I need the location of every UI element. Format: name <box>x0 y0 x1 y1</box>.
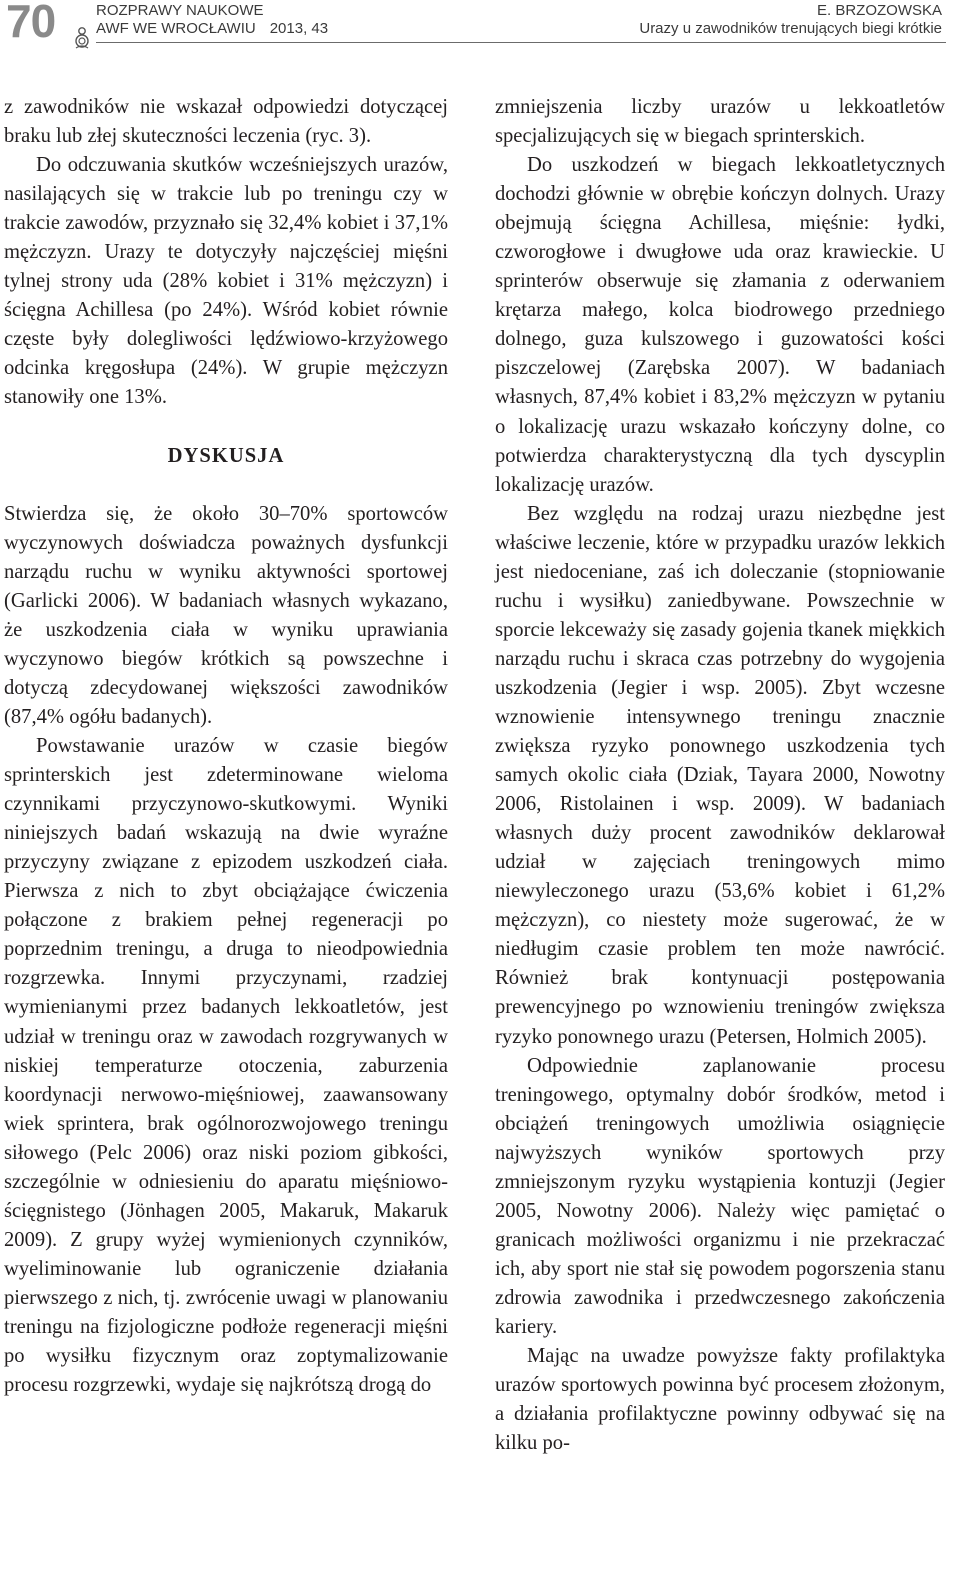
spacer <box>4 413 448 442</box>
journal-logo-icon <box>73 26 91 50</box>
page-header <box>0 0 960 50</box>
paragraph: Powstawanie urazów w czasie biegów sprinterskich jest zdeterminowane wieloma czynnikami przyczynowo-skutkowymi. Wyniki niniejszych badań wskazują na dwie wyraźne przyczyny związane z epizodem uszkodzeń ciała. Pierwsza z nich to zbyt obciążające ćwiczenia połączone z brakiem pełnej regeneracji po poprzednim treningu, a druga to nieodpowiednia rozgrzewka. Innymi przyczynami, rzadziej wymienianymi przez badanych lekkoatletów, jest udział w treningu oraz w zawodach rozgrywanych w niskiej temperaturze otoczenia, zaburzenia koordynacji nerwowo-mięśniowej, zaawansowany wiek sprintera, brak ogólnorozwojowego treningu siłowego (Pelc 2006) oraz niski poziom gibkości, szczególnie w odniesieniu do aparatu mięśniowo-ścięgnistego (Jönhagen 2005, Makaruk, Makaruk 2009). Z grupy wyżej wymienionych czynników, wyeliminowanie lub ograniczenie działania pierwszego z nich, tj. zwrócenie uwagi w planowaniu treningu na fizjologiczne podłoże regeneracji mięśni po wysiłku fizycznym oraz zoptymalizowanie procesu rozgrzewki, wydaje się najkrótszą drogą do <box>4 735 448 1397</box>
spacer <box>4 471 448 500</box>
paragraph: Do uszkodzeń w biegach lekkoatletycznych dochodzi głównie w obrębie kończyn dolnych. Urazy obejmują ścięgna Achillesa, mięśnie: łydki, czworogłowe i dwugłowe uda oraz krawieckie. U sprinterów obserwuje się złamania z oderwaniem krętarza małego, kolca biodrowego przedniego dolnego, guza kulszowego i guzowatości kości piszczelowej (Zarębska 2007). W badaniach własnych, 87,4% kobiet i 83,2% mężczyzn w pytaniu o lokalizację urazu wskazało kończyny dolne, co potwierdza charakterystyczną dla tych dyscyplin lokalizację urazów. <box>495 154 945 496</box>
paragraph: z zawodników nie wskazał odpowiedzi dotyczącej braku lub złej skuteczności leczenia (ryc. 3). <box>4 96 448 148</box>
running-title: Urazy u zawodników trenujących biegi krótkie <box>639 20 942 37</box>
journal-issue: 2013, 43 <box>269 20 329 37</box>
journal-line-2 <box>96 20 328 38</box>
journal-line-1: ROZPRAWY NAUKOWE <box>96 2 264 19</box>
paragraph: Mając na uwadze powyższe fakty profilaktyka urazów sportowych powinna być procesem złożonym, a działania profilaktyczne powinny odbywać się na kilku po- <box>495 1345 945 1455</box>
left-column <box>4 93 448 1400</box>
paragraph: zmniejszenia liczby urazów u lekkoatletów specjalizujących się w biegach sprinterskich. <box>495 96 945 148</box>
paragraph: Odpowiednie zaplanowanie procesu treningowego, optymalny dobór środków, metod i obciążeń treningowych umożliwia osiągnięcie najwyższych wyników sportowych przy zmniejszonym ryzyku wystąpienia kontuzji (Jegier 2005, Nowotny 2006). Należy więc pamiętać o granicach możliwości organizmu i nie przekraczać ich, aby sport nie stał się powodem pogorszenia stanu zdrowia zawodnika i przedwczesnego zakończenia kariery. <box>495 1054 945 1338</box>
journal-institution: AWF WE WROCŁAWIU <box>96 20 256 37</box>
paragraph: Stwierdza się, że około 30–70% sportowców wyczynowych doświadcza poważnych dysfunkcji narządu ruchu w wyniku aktywności sportowej (Garlicki 2006). W badaniach własnych wykazano, że uszkodzenia ciała w wyniku uprawiania wyczynowo biegów krótkich są powszechne i dotyczą zdecydowanej większości zawodników (87,4% ogółu badanych). <box>4 502 448 728</box>
running-header <box>639 2 942 38</box>
right-column <box>495 93 945 1458</box>
section-heading: DYSKUSJA <box>167 444 285 467</box>
author-name: E. BRZOZOWSKA <box>816 2 942 19</box>
paragraph: Do odczuwania skutków wcześniejszych urazów, nasilających się w trakcie lub po treningu czy w trakcie zawodów, przyznało się 32,4% kobiet i 37,1% mężczyzn. Urazy te dotyczyły najczęściej mięśni tylnej strony uda (28% kobiet i 31% mężczyzn) i ścięgna Achillesa (po 24%). Wśród kobiet równie częste były dolegliwości lędźwiowo-krzyżowego odcinka kręgosłupa (24%). W grupie mężczyzn stanowiły one 13%. <box>4 154 448 409</box>
page-number: 70 <box>6 0 56 47</box>
header-rule <box>96 42 946 43</box>
paragraph: Bez względu na rodzaj urazu niezbędne jest właściwe leczenie, które w przypadku urazów lekkich jest niedoceniane, zaś ich doleczanie (stopniowanie ruchu i wysiłku) zaniedbywane. Powszechnie w sporcie lekceważy się zasady gojenia tkanek miękkich narządu ruchu i skraca czas potrzebny do wygojenia uszkodzenia (Jegier i wsp. 2005). Zbyt wczesne wznowienie intensywnego treningu znacznie zwiększa ryzyko ponownego uszkodzenia tych samych okolic ciała (Dziak, Tayara 2000, Nowotny 2006, Ristolainen i wsp. 2009). W badaniach własnych duży procent zawodników deklarował udział w zajęciach treningowych mimo niewyleczonego urazu (53,6% kobiet i 61,2% mężczyzn), co niestety może sugerować, że w niedługim czasie problem ten może nawrócić. Również brak kontynuacji postępowania prewencyjnego po wznowieniu treningów zwiększa ryzyko ponownego urazu (Petersen, Holmich 2005). <box>495 502 945 1048</box>
journal-name <box>96 2 328 38</box>
